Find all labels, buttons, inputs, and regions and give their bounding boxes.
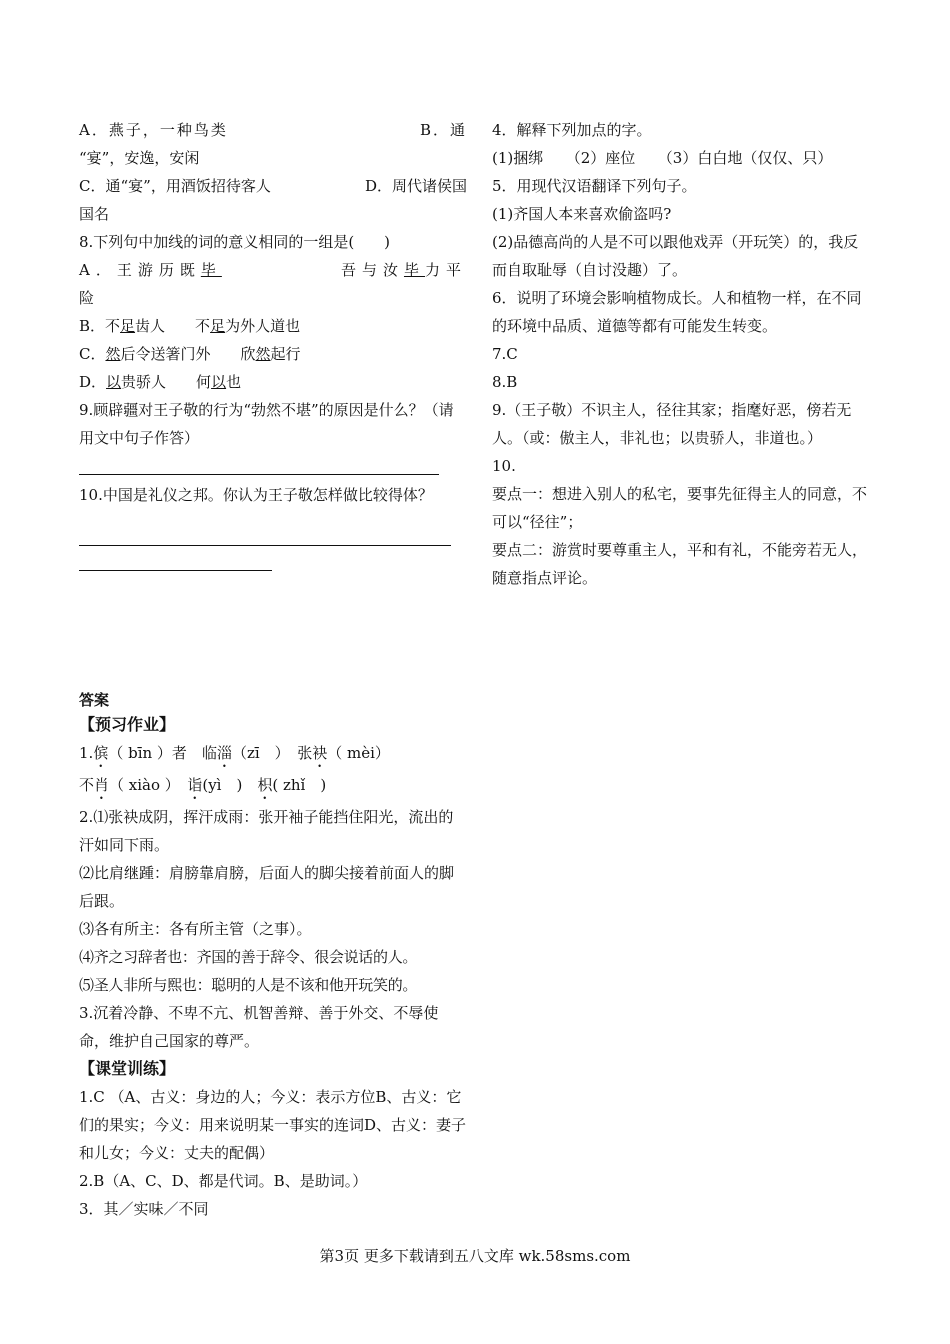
q10-answer-line-2	[79, 550, 272, 571]
answer-1-word-zhang: 张	[297, 744, 313, 762]
q7-option-d-rest: 国名	[79, 205, 110, 223]
q8-b-tail: 为外人道也	[225, 317, 301, 335]
answer-3: 3.沉着冷静、不卑不亢、机智善辩、善于外交、不辱使命，维护自己国家的尊严。	[79, 1004, 439, 1050]
section-class-training-title: 【课堂训练】	[79, 1059, 176, 1078]
q10-stem: 10.中国是礼仪之邦。你认为王子敬怎样做比较得体？	[79, 486, 433, 504]
answer-2-item-3: ⑶各有所主：各有所主管（之事）。	[79, 920, 312, 938]
answer-r5-2: (2)品德高尚的人是不可以跟他戏弄（开玩笑）的，我反而自取耻辱（自讨没趣）了。	[492, 233, 859, 279]
answer-2-item-2: ⑵比肩继踵：肩膀靠肩膀，后面人的脚尖接着前面人的脚后跟。	[79, 864, 455, 910]
answer-1-pinyin-zhi: ( zhǐ )	[272, 776, 327, 794]
q8-option-a-rest: 险	[79, 289, 95, 307]
training-answer-1: 1.C （A、古义：身边的人；今义：表示方位B、古义：它们的果实；今义：用来说明某一事实的连词D、古义：妻子和儿女；今义：丈夫的配偶）	[79, 1088, 467, 1162]
answer-2-item-1: 2.⑴张袂成阴，挥汗成雨：张开袖子能挡住阳光，流出的汗如同下雨。	[79, 808, 454, 854]
training-answer-2: 2.B（A、C、D、都是代词。B、是助词。）	[79, 1172, 368, 1190]
q8-option-b	[79, 312, 467, 340]
answer-r10: 10.	[492, 457, 516, 475]
answer-r7: 7.C	[492, 345, 518, 363]
q8-stem: 8.下列句中加线的词的意义相同的一组是( )	[79, 233, 391, 251]
answer-1-word-mei: 袂	[312, 744, 328, 762]
answer-r10-point-1: 要点一：想进入别人的私宅，要事先征得主人的同意，不可以“径往”；	[492, 485, 868, 531]
answer-r4: 4．解释下列加点的字。	[492, 121, 652, 139]
q8-b-mid: 齿人 不	[135, 317, 211, 335]
answer-1-pinyin-bin: （ bīn ）者	[108, 744, 187, 762]
q8-option-d	[79, 368, 467, 396]
answer-1-pinyin-xiao: （ xiào ）	[109, 776, 173, 794]
answer-title: 答案	[79, 691, 110, 709]
q7-option-b-start: B．通	[419, 121, 467, 139]
answer-1-line-1	[79, 739, 467, 771]
q7-option-row-2	[79, 172, 467, 200]
answer-2-item-5: ⑸圣人非所与熙也：聪明的人是不该和他开玩笑的。	[79, 976, 418, 994]
answer-1-word-xiao: 肖	[94, 776, 110, 794]
answer-2-item-4: ⑷齐之习辞者也：齐国的善于辞令、很会说话的人。	[79, 948, 418, 966]
answer-1-word-bu: 不	[79, 776, 95, 794]
answer-1-word-zi: 淄	[216, 744, 232, 762]
q7-option-a: A．燕子，一种鸟类	[79, 121, 228, 139]
q8-d-lead: D．	[79, 373, 107, 391]
training-answer-3: 3．其／实味／不同	[79, 1200, 209, 1218]
q8-option-c	[79, 340, 467, 368]
answer-1-word-zhi: 枳	[257, 776, 273, 794]
answer-r5: 5．用现代汉语翻译下列句子。	[492, 177, 697, 195]
q8-a-tail: 力平	[424, 261, 467, 279]
q7-option-c: C．通“宴”，用酒饭招待客人	[79, 177, 271, 195]
q8-c-word1: 然	[105, 345, 121, 363]
answer-r6: 6．说明了环境会影响植物成长。人和植物一样，在不同的环境中品质、道德等都有可能发生转变。	[492, 289, 862, 335]
page-footer: 第3页 更多下载请到五八文库 wk.58sms.com	[319, 1247, 631, 1265]
q8-a-mid: 吾与汝	[340, 261, 404, 279]
q8-c-mid: 后令送箸门外 欣	[120, 345, 256, 363]
answer-r9: 9.（王子敬）不识主人，径往其家；指麾好恶，傍若无人。（或：傲主人，非礼也；以贵骄人，非道也。）	[492, 401, 852, 447]
q7-option-d-start: D．周代诸侯国	[364, 177, 467, 195]
q8-d-mid: 贵骄人 何	[121, 373, 212, 391]
q10-answer-line-1	[79, 525, 451, 546]
q8-d-tail: 也	[226, 373, 242, 391]
answer-1-pinyin-mei: （ mèi）	[327, 744, 390, 762]
left-column	[79, 116, 467, 1223]
q8-d-word1: 以	[106, 373, 122, 391]
q8-b-word1: 足	[120, 317, 136, 335]
q8-c-lead: C．	[79, 345, 106, 363]
q8-c-word2: 然	[255, 345, 271, 363]
answer-1-word-yi: 诣	[187, 776, 203, 794]
answer-1-pinyin-yi: (yì )	[202, 776, 243, 794]
answer-r8: 8.B	[492, 373, 518, 391]
q8-b-word2: 足	[210, 317, 226, 335]
answer-1-pinyin-zi: （zī ）	[231, 744, 283, 762]
q8-option-a-part2	[341, 256, 467, 284]
answer-1-line-2	[79, 771, 467, 803]
q9-stem: 9.顾辟疆对王子敬的行为“勃然不堪”的原因是什么？（请用文中句子作答）	[79, 401, 454, 447]
section-preview-title: 【预习作业】	[79, 715, 176, 734]
q8-option-a	[79, 256, 467, 284]
q8-option-a-part1	[79, 256, 222, 284]
q8-c-tail: 起行	[270, 345, 301, 363]
q8-b-lead: B．不	[79, 317, 121, 335]
right-column	[492, 116, 872, 592]
answer-r10-point-2: 要点二：游赏时要尊重主人，平和有礼，不能旁若无人，随意指点评论。	[492, 541, 868, 587]
q8-a-word2: 毕	[403, 261, 425, 279]
q7-option-row-1	[79, 116, 467, 144]
q7-option-b-rest: “宴”，安逸，安闲	[79, 149, 200, 167]
q8-a-lead: A．王游历既	[79, 261, 201, 279]
q8-d-word2: 以	[211, 373, 227, 391]
q8-a-word1: 毕	[200, 261, 222, 279]
answer-r5-1: (1)齐国人本来喜欢偷盗吗?	[492, 205, 672, 223]
answer-1-word-bin: 傧	[93, 744, 109, 762]
answer-r4-items: (1)捆绑 （2）座位 （3）白白地（仅仅、只）	[492, 149, 833, 167]
q9-answer-line	[79, 454, 439, 475]
answer-1-prefix: 1.	[79, 744, 94, 762]
answer-1-word-lin: 临	[201, 744, 217, 762]
